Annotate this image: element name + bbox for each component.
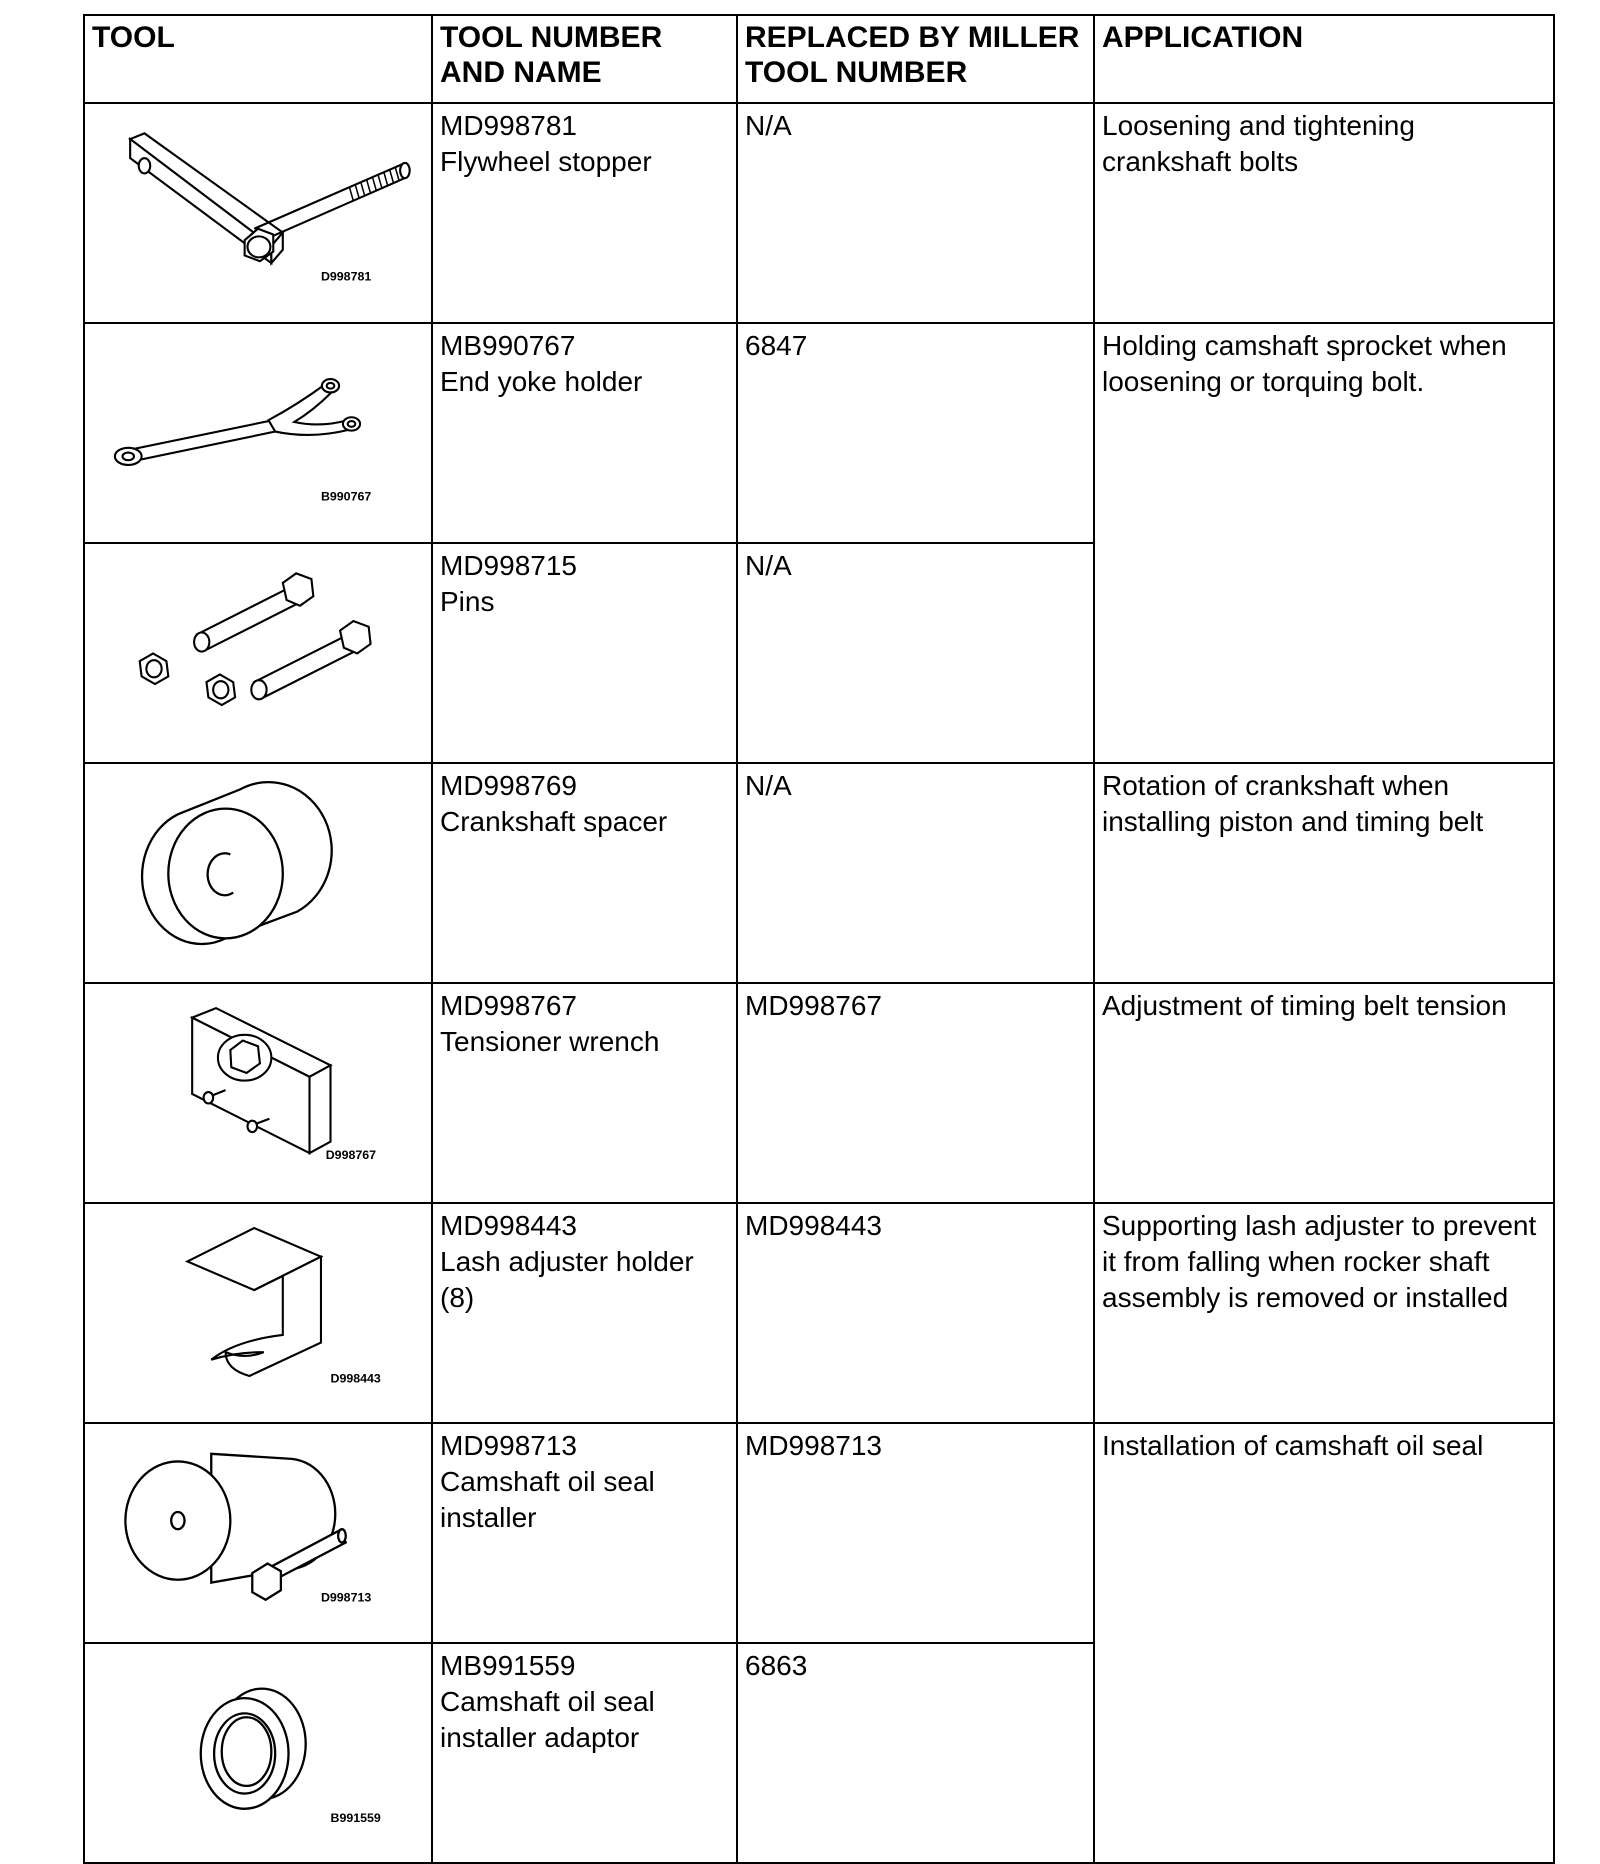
end-yoke-holder-icon [92, 328, 424, 538]
tool-number-name-cell [432, 1423, 737, 1643]
tool-image-code: B990767 [320, 489, 372, 504]
miller-number-cell: MD998443 [737, 1203, 1094, 1423]
miller-number-cell: MD998767 [737, 983, 1094, 1203]
tool-name: End yoke holder [440, 366, 643, 397]
tool-name: Crankshaft spacer [440, 806, 668, 837]
miller-number-cell: 6847 [737, 323, 1094, 543]
miller-number-cell: MD998713 [737, 1423, 1094, 1643]
tool-number: MD998715 [440, 550, 577, 581]
table-row [84, 1203, 1554, 1423]
table-row [84, 1423, 1554, 1643]
application-cell: Supporting lash adjuster to prevent it from falling when rocker shaft assembly is removed or installed [1094, 1203, 1554, 1423]
tool-name: Lash adjuster holder (8) [440, 1246, 694, 1313]
lash-adjuster-holder-icon [92, 1208, 424, 1418]
tool-image-code: B991559 [330, 1811, 381, 1826]
header-application: APPLICATION [1094, 15, 1554, 103]
miller-number-cell: N/A [737, 763, 1094, 983]
tool-image-code: D998713 [320, 1590, 372, 1605]
crankshaft-spacer-icon [92, 768, 424, 978]
table-row [84, 983, 1554, 1203]
tool-number: MD998781 [440, 110, 577, 141]
header-row [84, 15, 1554, 103]
tool-name: Camshaft oil seal installer adaptor [440, 1686, 655, 1753]
tool-number-name-cell [432, 763, 737, 983]
tool-image-code: D998767 [325, 1147, 377, 1162]
tool-image-cell [84, 323, 432, 543]
table-row [84, 323, 1554, 543]
application-cell: Adjustment of timing belt tension [1094, 983, 1554, 1203]
tool-image-cell [84, 103, 432, 323]
tool-number: MD998769 [440, 770, 577, 801]
tool-number-name-cell [432, 1643, 737, 1863]
header-miller-number: REPLACED BY MILLER TOOL NUMBER [737, 15, 1094, 103]
tool-number-name-cell [432, 323, 737, 543]
tool-number-name-cell [432, 983, 737, 1203]
tool-number: MD998443 [440, 1210, 577, 1241]
tool-image-cell [84, 763, 432, 983]
table-row [84, 103, 1554, 323]
pins-icon [92, 548, 424, 758]
tool-image-code: D998781 [320, 269, 372, 284]
tool-image-cell [84, 983, 432, 1203]
tensioner-wrench-icon [92, 988, 424, 1198]
tool-number-name-cell [432, 103, 737, 323]
miller-number-cell: N/A [737, 103, 1094, 323]
header-tool-number-name: TOOL NUMBER AND NAME [432, 15, 737, 103]
tool-image-cell [84, 1203, 432, 1423]
camshaft-oil-seal-installer-icon [92, 1428, 424, 1638]
tool-number-name-cell [432, 543, 737, 763]
miller-number-cell: N/A [737, 543, 1094, 763]
flywheel-stopper-icon [92, 108, 424, 318]
tool-image-cell [84, 543, 432, 763]
tool-name: Pins [440, 586, 495, 617]
special-tools-table [83, 14, 1555, 1864]
tool-image-cell [84, 1423, 432, 1643]
header-tool: TOOL [84, 15, 432, 103]
table-row [84, 763, 1554, 983]
tool-number: MB990767 [440, 330, 576, 361]
tool-image-cell [84, 1643, 432, 1863]
tool-number: MB991559 [440, 1650, 576, 1681]
tool-name: Flywheel stopper [440, 146, 652, 177]
application-cell: Installation of camshaft oil seal [1094, 1423, 1554, 1863]
tool-number-name-cell [432, 1203, 737, 1423]
tool-image-code: D998443 [330, 1371, 381, 1386]
miller-number-cell: 6863 [737, 1643, 1094, 1863]
application-cell: Loosening and tightening crankshaft bolts [1094, 103, 1554, 323]
tool-number: MD998713 [440, 1430, 577, 1461]
application-cell: Holding camshaft sprocket when loosening or torquing bolt. [1094, 323, 1554, 763]
application-cell: Rotation of crankshaft when installing piston and timing belt [1094, 763, 1554, 983]
tool-number: MD998767 [440, 990, 577, 1021]
tool-name: Camshaft oil seal installer [440, 1466, 655, 1533]
tool-name: Tensioner wrench [440, 1026, 660, 1057]
oil-seal-installer-adaptor-icon [92, 1648, 424, 1858]
